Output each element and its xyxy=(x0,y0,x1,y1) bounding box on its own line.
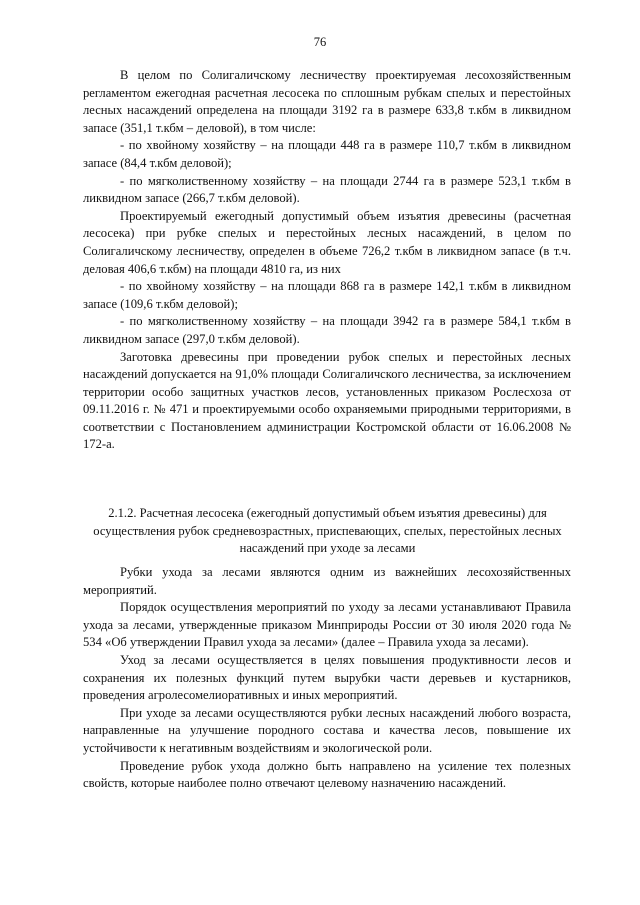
section-heading-text: 2.1.2. Расчетная лесосека (ежегодный допустимый объем изъятия древесины) для осуществления рубок средневозрастных, приспевающих, спелых, перестойных лесных насаждений при уходе за лесами xyxy=(93,506,562,556)
paragraph: Проектируемый ежегодный допустимый объем изъятия древесины (расчетная лесосека) при рубке спелых и перестойных лесных насаждений, в целом по Солигаличскому лесничеству, определен в объеме 726,2 т.кбм в ликвидном запасе (в т.ч. деловая 406,6 т.кбм) на площади 4810 га, из них xyxy=(83,208,571,276)
paragraph: Заготовка древесины при проведении рубок спелых и перестойных лесных насаждений допускается на 91,0% площади Солигаличского лесничества, за исключением территории особо защитных участков лесов, установленных приказом Рослесхоза от 09.11.2016 г. № 471 и проектируемыми особо охраняемыми природными территориями, в соответствии с Постановлением администрации Костромской области от 16.06.2008 № 172-а. xyxy=(83,349,571,452)
page-number: 76 xyxy=(313,35,327,49)
paragraph: Рубки ухода за лесами являются одним из важнейших лесохозяйственных мероприятий. xyxy=(83,565,571,597)
section-heading xyxy=(90,505,565,558)
paragraph: - по хвойному хозяйству – на площади 448 га в размере 110,7 т.кбм в ликвидном запасе (84,4 т.кбм деловой); xyxy=(83,138,571,170)
paragraph: - по хвойному хозяйству – на площади 868 га в размере 142,1 т.кбм в ликвидном запасе (109,6 т.кбм деловой); xyxy=(83,279,571,311)
paragraph: - по мягколиственному хозяйству – на площади 3942 га в размере 584,1 т.кбм в ликвидном запасе (297,0 т.кбм деловой). xyxy=(83,314,571,346)
section-forest-care-text xyxy=(83,564,571,793)
paragraph: При уходе за лесами осуществляются рубки лесных насаждений любого возраста, направленные на улучшение породного состава и качества лесов, повышение их устойчивости к негативным воздействиям и экологической роли. xyxy=(83,705,571,755)
section-forest-harvest-text xyxy=(83,67,571,454)
paragraph: Порядок осуществления мероприятий по уходу за лесами устанавливают Правила ухода за лесами, утвержденные приказом Минприроды России от 30 июля 2020 года № 534 «Об утверждении Правил ухода за лесами» (далее – Правила ухода за лесами). xyxy=(83,600,571,650)
paragraph: - по мягколиственному хозяйству – на площади 2744 га в размере 523,1 т.кбм в ликвидном запасе (266,7 т.кбм деловой). xyxy=(83,173,571,206)
paragraph: Проведение рубок ухода должно быть направлено на усиление тех полезных свойств, которые наиболее полно отвечают целевому назначению насаждений. xyxy=(83,758,571,791)
paragraph: Уход за лесами осуществляется в целях повышения продуктивности лесов и сохранения их полезных функций путем вырубки части деревьев и кустарников, проведения агролесомелиоративных и иных мероприятий. xyxy=(83,652,571,703)
paragraph: В целом по Солигаличскому лесничеству проектируемая лесохозяйственным регламентом ежегодная расчетная лесосека по сплошным рубкам спелых и перестойных лесных насаждений определена на площади 3192 га в размере 633,8 т.кбм в ликвидном запасе (351,1 т.кбм – деловой), в том числе: xyxy=(83,68,571,135)
